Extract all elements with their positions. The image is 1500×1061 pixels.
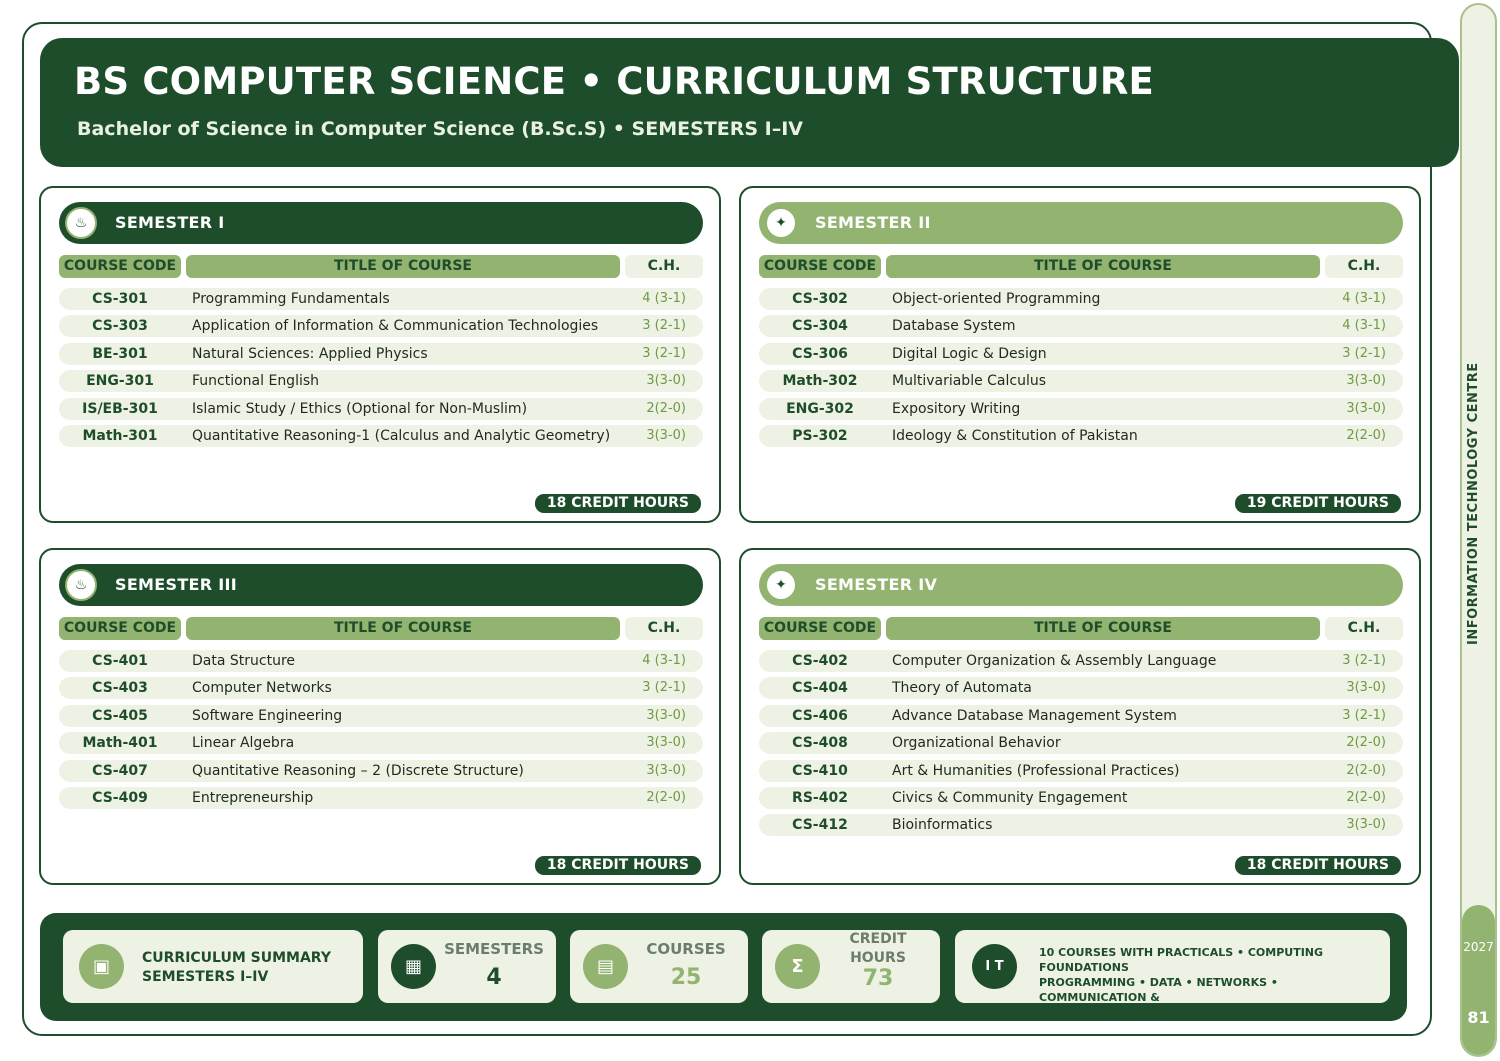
course-code: CS-405: [92, 707, 148, 724]
course-row: [59, 705, 703, 727]
course-row: [59, 425, 703, 447]
course-row: [759, 677, 1403, 699]
semester-header: [59, 202, 703, 244]
course-credit: 3(3-0): [646, 428, 686, 443]
course-credit: 3 (2-1): [642, 345, 686, 361]
star-icon: ✦: [765, 569, 797, 601]
semester-panel: [39, 548, 721, 885]
course-row: [59, 677, 703, 699]
course-row: [59, 760, 703, 782]
sidebar-tab: [1462, 905, 1495, 1055]
semester-panel: [39, 186, 721, 523]
course-credit: 3(3-0): [1346, 400, 1386, 416]
course-row: [759, 398, 1403, 420]
course-row: [59, 398, 703, 420]
col-credit-hours: C.H.: [625, 617, 703, 640]
course-code: IS/EB-301: [82, 400, 158, 417]
course-credit: 3 (2-1): [1342, 345, 1386, 361]
course-title: Application of Information & Communication Technologies: [192, 318, 599, 335]
course-row: [759, 814, 1403, 836]
course-title: Quantitative Reasoning – 2 (Discrete Structure): [192, 762, 524, 779]
summary-title-line1: CURRICULUM SUMMARY: [142, 950, 331, 966]
col-course-title: TITLE OF COURSE: [186, 617, 620, 640]
course-credit: 3(3-0): [646, 735, 686, 751]
col-course-code: COURSE CODE: [759, 255, 881, 278]
course-code: ENG-302: [786, 400, 854, 417]
semester-panel: [739, 548, 1421, 885]
course-title: Bioinformatics: [892, 817, 993, 834]
credit-label-line1: CREDIT: [849, 931, 907, 947]
summary-icon: ▣: [79, 944, 124, 989]
semester-header: [59, 564, 703, 606]
course-code: CS-301: [92, 291, 148, 307]
course-credit: 2(2-0): [646, 400, 686, 416]
credit-hours-badge: 19 CREDIT HOURS: [1235, 494, 1401, 513]
course-code: CS-410: [792, 762, 848, 779]
col-course-title: TITLE OF COURSE: [886, 617, 1320, 640]
course-title: Theory of Automata: [892, 680, 1032, 697]
course-title: Entrepreneurship: [192, 790, 314, 806]
course-row: [59, 650, 703, 672]
course-credit: 2(2-0): [1346, 790, 1386, 805]
course-code: Math-302: [782, 373, 858, 390]
course-title: Functional English: [192, 373, 320, 390]
course-title: Object-oriented Programming: [892, 291, 1101, 307]
course-title: Natural Sciences: Applied Physics: [192, 345, 428, 362]
course-row: [759, 343, 1403, 365]
summary-title-card: [63, 930, 363, 1003]
curriculum-summary: [40, 913, 1407, 1021]
course-code: CS-304: [792, 318, 848, 335]
course-row: [759, 370, 1403, 392]
course-row: [759, 315, 1403, 337]
page-subtitle: Bachelor of Science in Computer Science (B.Sc.S) • SEMESTERS I–IV: [77, 118, 803, 140]
course-title: Quantitative Reasoning-1 (Calculus and Analytic Geometry): [192, 428, 611, 444]
col-course-title: TITLE OF COURSE: [186, 255, 620, 278]
course-title: Islamic Study / Ethics (Optional for Non-Muslim): [192, 400, 528, 417]
col-course-code: COURSE CODE: [59, 255, 181, 278]
grid-icon: ▦: [391, 944, 436, 989]
course-code: RS-402: [792, 790, 848, 806]
course-row: [59, 732, 703, 754]
course-credit: 4 (3-1): [1342, 291, 1386, 306]
course-code: PS-302: [792, 428, 848, 444]
course-title: Multivariable Calculus: [892, 373, 1047, 390]
semester-header: [759, 202, 1403, 244]
course-row: [759, 760, 1403, 782]
it-note: [1039, 945, 1389, 1020]
semesters-card: [378, 930, 556, 1003]
list-icon: ▤: [583, 944, 628, 989]
semester-panel: [739, 186, 1421, 523]
course-code: Math-401: [82, 735, 158, 752]
summary-title-line2: SEMESTERS I–IV: [142, 969, 269, 985]
course-credit: 4 (3-1): [642, 291, 686, 306]
course-code: CS-303: [92, 318, 148, 335]
credit-hours-value: 73: [862, 966, 894, 991]
courses-card: [570, 930, 748, 1003]
col-course-title: TITLE OF COURSE: [886, 255, 1320, 278]
course-code: CS-408: [792, 735, 848, 752]
course-credit: 2(2-0): [1346, 762, 1386, 778]
course-title: Software Engineering: [192, 707, 343, 724]
summary-title: [142, 949, 331, 987]
course-title: Programming Fundamentals: [192, 291, 390, 307]
course-credit: 3(3-0): [646, 762, 686, 778]
credit-hours-badge: 18 CREDIT HOURS: [535, 494, 701, 513]
col-course-code: COURSE CODE: [59, 617, 181, 640]
course-title: Ideology & Constitution of Pakistan: [892, 428, 1138, 444]
course-code: CS-412: [792, 817, 848, 834]
courses-label: COURSES: [646, 940, 726, 958]
credit-hours-label: [828, 930, 928, 968]
page-header: [40, 38, 1459, 167]
course-code: ENG-301: [86, 373, 154, 390]
course-row: [759, 705, 1403, 727]
course-code: CS-406: [792, 707, 848, 724]
semester-header: [759, 564, 1403, 606]
course-code: BE-301: [92, 345, 148, 362]
col-credit-hours: C.H.: [1325, 617, 1403, 640]
credit-label-line2: HOURS: [850, 950, 906, 966]
course-row: [59, 787, 703, 809]
lamp-icon: ♨: [65, 207, 97, 239]
course-code: CS-401: [92, 653, 148, 669]
course-title: Computer Networks: [192, 680, 332, 697]
course-credit: 3 (2-1): [1342, 653, 1386, 668]
course-code: CS-302: [792, 291, 848, 307]
it-badge-icon: I T: [972, 944, 1017, 989]
sidebar-label: INFORMATION TECHNOLOGY CENTRE: [1466, 362, 1481, 645]
semester-title: SEMESTER IV: [815, 575, 938, 594]
semesters-value: 4: [486, 965, 502, 990]
course-row: [759, 787, 1403, 809]
course-row: [759, 288, 1403, 310]
semesters-label: SEMESTERS: [444, 940, 544, 958]
course-row: [59, 370, 703, 392]
semester-title: SEMESTER II: [815, 213, 931, 232]
course-code: CS-306: [792, 345, 848, 362]
course-title: Advance Database Management System: [892, 707, 1177, 724]
note-line3: QUANTITATIVE SKILLS: [1039, 1006, 1175, 1019]
sidebar-year: 2027: [1463, 940, 1494, 954]
course-code: CS-402: [792, 653, 848, 669]
course-code: CS-407: [92, 762, 148, 779]
credit-hours-badge: 18 CREDIT HOURS: [535, 856, 701, 875]
semester-title: SEMESTER III: [115, 575, 238, 594]
course-code: CS-403: [92, 680, 148, 697]
lamp-icon: ♨: [65, 569, 97, 601]
course-title: Organizational Behavior: [892, 735, 1061, 752]
course-row: [59, 288, 703, 310]
course-title: Computer Organization & Assembly Language: [892, 653, 1217, 669]
course-credit: 4 (3-1): [642, 653, 686, 668]
course-row: [59, 315, 703, 337]
star-icon: ✦: [765, 207, 797, 239]
course-credit: 2(2-0): [1346, 428, 1386, 443]
course-credit: 3(3-0): [646, 373, 686, 389]
credit-hours-badge: 18 CREDIT HOURS: [1235, 856, 1401, 875]
note-line2: PROGRAMMING • DATA • NETWORKS • COMMUNICATION &: [1039, 976, 1278, 1004]
col-credit-hours: C.H.: [1325, 255, 1403, 278]
course-code: Math-301: [82, 428, 158, 444]
course-credit: 3(3-0): [1346, 817, 1386, 833]
course-row: [759, 732, 1403, 754]
course-title: Data Structure: [192, 653, 296, 669]
course-credit: 3(3-0): [1346, 680, 1386, 696]
course-title: Art & Humanities (Professional Practices): [892, 762, 1180, 779]
semester-title: SEMESTER I: [115, 213, 225, 232]
course-code: CS-409: [92, 790, 148, 806]
course-credit: 2(2-0): [646, 790, 686, 805]
sigma-icon: Σ: [775, 944, 820, 989]
course-code: CS-404: [792, 680, 848, 697]
course-row: [59, 343, 703, 365]
credit-hours-card: [762, 930, 940, 1003]
course-credit: 2(2-0): [1346, 735, 1386, 751]
course-credit: 4 (3-1): [1342, 318, 1386, 334]
course-credit: 3 (2-1): [642, 318, 686, 334]
course-credit: 3(3-0): [646, 707, 686, 723]
course-title: Linear Algebra: [192, 735, 295, 752]
courses-value: 25: [670, 965, 702, 990]
course-row: [759, 425, 1403, 447]
page-title: BS COMPUTER SCIENCE • CURRICULUM STRUCTURE: [74, 60, 1155, 103]
course-credit: 3 (2-1): [642, 680, 686, 696]
col-course-code: COURSE CODE: [759, 617, 881, 640]
course-title: Civics & Community Engagement: [892, 790, 1128, 806]
course-credit: 3(3-0): [1346, 373, 1386, 389]
course-title: Database System: [892, 318, 1016, 335]
course-title: Expository Writing: [892, 400, 1021, 417]
col-credit-hours: C.H.: [625, 255, 703, 278]
note-line1: 10 COURSES WITH PRACTICALS • COMPUTING FOUNDATIONS: [1039, 946, 1324, 974]
course-title: Digital Logic & Design: [892, 345, 1047, 362]
course-credit: 3 (2-1): [1342, 707, 1386, 723]
it-note-card: [955, 930, 1390, 1019]
page-number: 81: [1467, 1008, 1490, 1027]
course-row: [759, 650, 1403, 672]
